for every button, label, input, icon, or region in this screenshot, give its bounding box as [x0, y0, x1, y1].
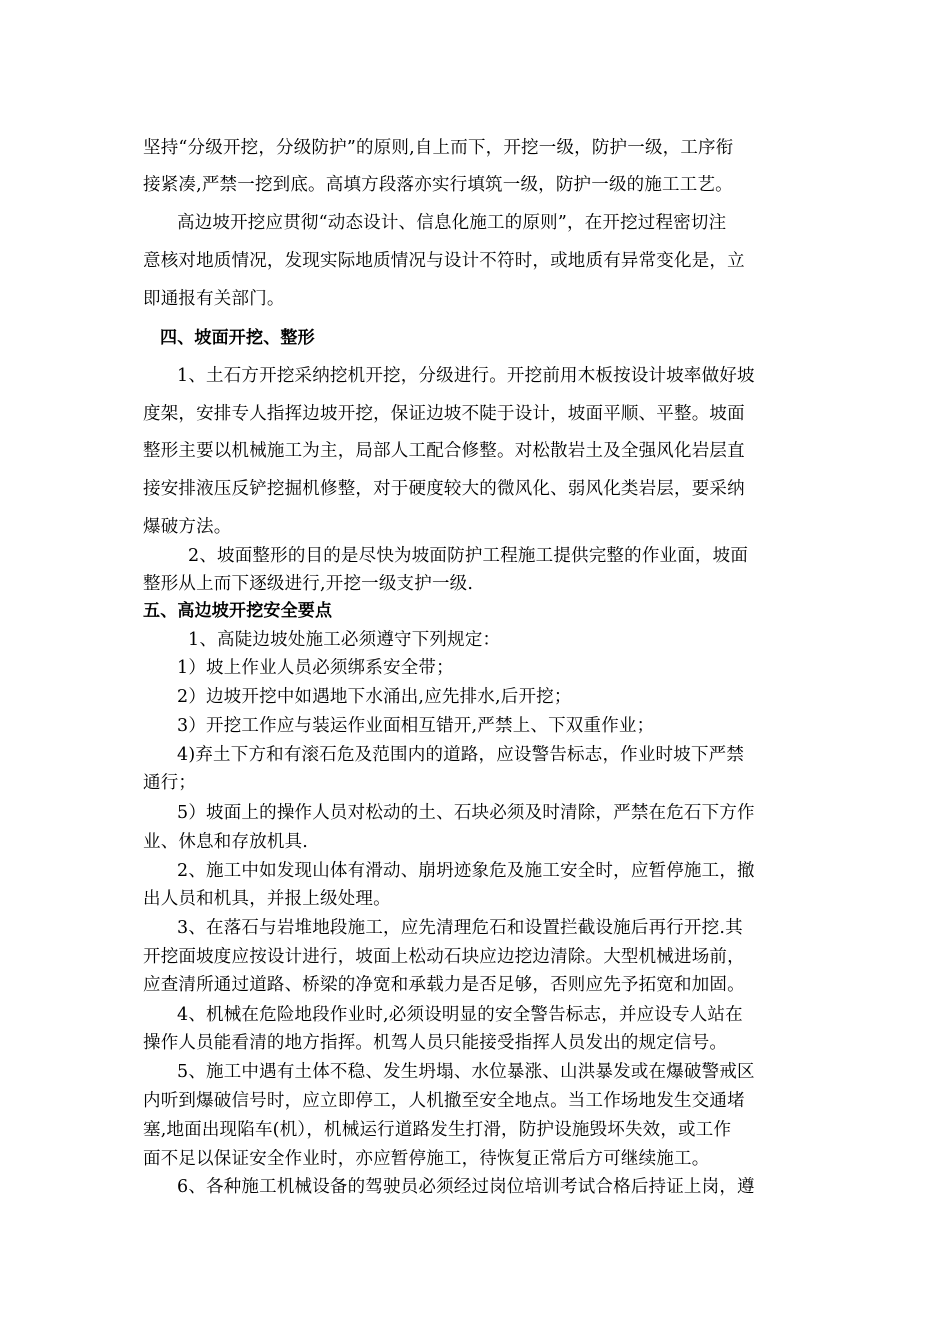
list-item: 2）边坡开挖中如遇地下水涌出,应先排水,后开挖；	[177, 687, 572, 707]
paragraph-line: 2、施工中如发现山体有滑动、崩坍迹象危及施工安全时，应暂停施工，撤	[177, 861, 755, 881]
section-heading: 四、坡面开挖、整形	[160, 328, 315, 348]
paragraph-line: 内听到爆破信号时，应立即停工，人机撤至安全地点。当工作场地发生交通堵	[143, 1091, 745, 1111]
section-heading: 五、高边坡开挖安全要点	[143, 601, 333, 621]
paragraph-line: 3、在落石与岩堆地段施工，应先清理危石和设置拦截设施后再行开挖.其	[177, 918, 743, 938]
paragraph-line: 整形从上而下逐级进行,开挖一级支护一级.	[143, 574, 474, 594]
list-item: 通行；	[143, 773, 197, 793]
paragraph-line: 意核对地质情况，发现实际地质情况与设计不符时，或地质有异常变化是，立	[143, 251, 745, 271]
paragraph-line: 2、坡面整形的目的是尽快为坡面防护工程施工提供完整的作业面，坡面	[188, 546, 749, 566]
list-item: 1）坡上作业人员必须绑系安全带；	[177, 658, 454, 678]
paragraph-line: 度架，安排专人指挥边坡开挖，保证边坡不陡于设计，坡面平顺、平整。坡面	[143, 404, 745, 424]
paragraph-line: 整形主要以机械施工为主，局部人工配合修整。对松散岩土及全强风化岩层直	[143, 441, 745, 461]
paragraph-line: 应查清所通过道路、桥梁的净宽和承载力是否足够，否则应先予拓宽和加固。	[143, 975, 745, 995]
paragraph-line: 接安排液压反铲挖掘机修整，对于硬度较大的微风化、弱风化类岩层，要采纳	[143, 479, 745, 499]
list-item: 4)弃土下方和有滚石危及范围内的道路，应设警告标志，作业时坡下严禁	[177, 745, 745, 765]
paragraph-line: 4、机械在危险地段作业时,必须设明显的安全警告标志，并应设专人站在	[177, 1005, 743, 1025]
paragraph-line: 爆破方法。	[143, 517, 232, 537]
list-item: 3）开挖工作应与装运作业面相互错开,严禁上、下双重作业；	[177, 716, 655, 736]
paragraph-line: 操作人员能看清的地方指挥。机驾人员只能接受指挥人员发出的规定信号。	[143, 1033, 728, 1053]
paragraph-line: 接紧凑,严禁一挖到底。高填方段落亦实行填筑一级，防护一级的施工工艺。	[143, 175, 733, 195]
list-item: 5）坡面上的操作人员对松动的土、石块必须及时清除，严禁在危石下方作	[177, 803, 755, 823]
paragraph-line: 塞,地面出现陷车(机），机械运行道路发生打滑，防护设施毁坏失效，或工作	[143, 1120, 732, 1140]
paragraph-line: 面不足以保证安全作业时，亦应暂停施工，待恢复正常后方可继续施工。	[143, 1149, 710, 1169]
paragraph-line: 出人员和机具，并报上级处理。	[143, 889, 391, 909]
paragraph-line: 即通报有关部门。	[143, 289, 285, 309]
paragraph-line: 6、各种施工机械设备的驾驶员必须经过岗位培训考试合格后持证上岗，遵	[177, 1177, 755, 1197]
paragraph-line: 高边坡开挖应贯彻“动态设计、信息化施工的原则”，在开挖过程密切注	[177, 213, 727, 233]
paragraph-line: 5、施工中遇有土体不稳、发生坍塌、水位暴涨、山洪暴发或在爆破警戒区	[177, 1062, 755, 1082]
paragraph-line: 开挖面坡度应按设计进行，坡面上松动石块应边挖边清除。大型机械进场前，	[143, 947, 745, 967]
paragraph-line: 1、高陡边坡处施工必须遵守下列规定：	[188, 630, 501, 650]
paragraph-line: 坚持“分级开挖，分级防护”的原则,自上而下，开挖一级，防护一级，工序衔	[143, 138, 734, 158]
paragraph-line: 1、土石方开挖采纳挖机开挖，分级进行。开挖前用木板按设计坡率做好坡	[177, 366, 755, 386]
list-item: 业、休息和存放机具.	[143, 832, 309, 852]
